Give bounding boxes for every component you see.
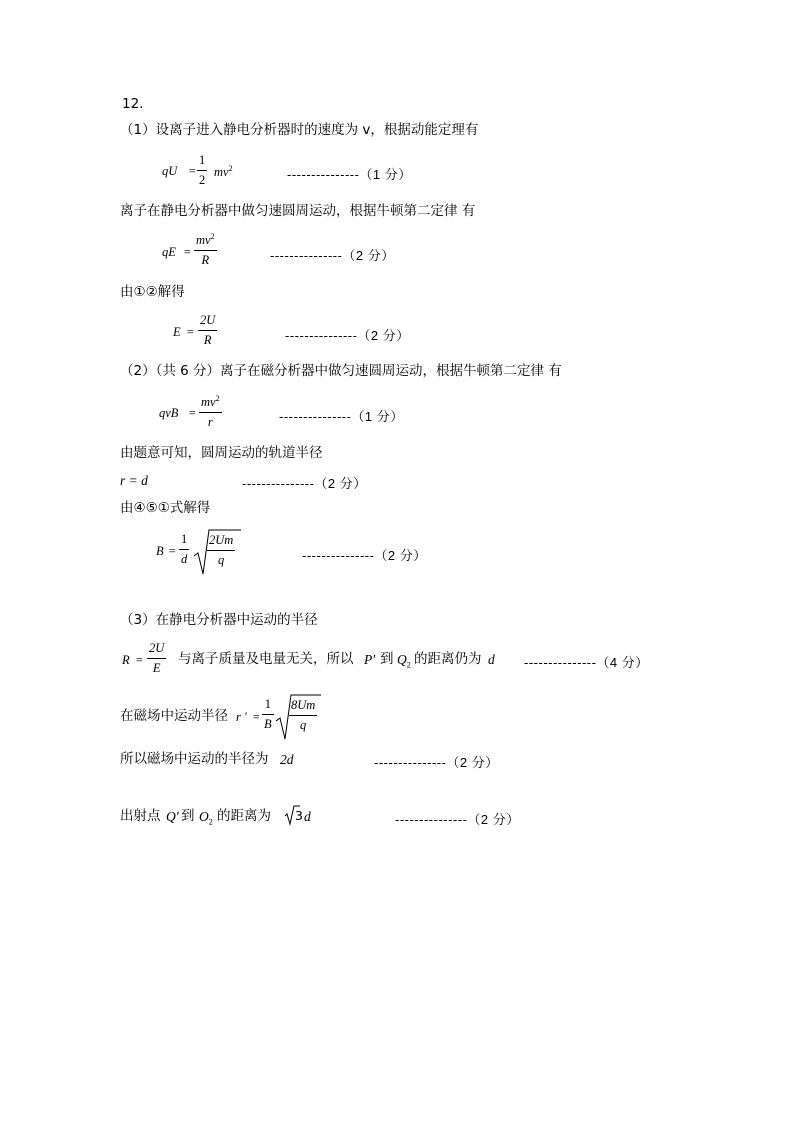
variable: 2d (280, 752, 294, 767)
root-fraction (207, 534, 235, 566)
text: 的距离仍为 (414, 651, 482, 667)
eq-sign: = (168, 544, 177, 558)
fraction-denominator: q (300, 717, 307, 732)
fraction-denominator: B (264, 716, 272, 731)
score-marker: ---------------（2 分） (302, 548, 427, 563)
score-marker: ---------------（1 分） (279, 409, 404, 424)
fraction-denominator: r (207, 414, 213, 429)
fraction-denominator: 2 (199, 172, 206, 187)
point-label: Q' (166, 809, 179, 824)
score-marker: ---------------（4 分） (524, 655, 649, 670)
eq-lhs: r ' (236, 710, 247, 724)
fraction-numerator: $mv^2$ (201, 394, 220, 410)
eq-sign: = (188, 164, 197, 178)
text: 与离子质量及电量无关，所以 (178, 651, 354, 667)
score-marker: ---------------（2 分） (395, 812, 520, 827)
score-marker: ---------------（2 分） (374, 755, 499, 770)
part2-intro: （2）（共 6 分）离子在磁分析器中做匀速圆周运动，根据牛顿第二定律 有 (120, 363, 562, 379)
eq-fraction (147, 642, 166, 674)
text: 所以磁场中运动的半径为 (120, 751, 269, 767)
point-label: $Q_2$ (397, 652, 411, 670)
text: 在磁场中运动半径 (120, 708, 228, 724)
fraction-numerator: 1 (199, 153, 206, 167)
eq-lhs: qvB (159, 406, 179, 420)
fraction-denominator: d (181, 551, 188, 566)
part1-line2: 离子在静电分析器中做匀速圆周运动，根据牛顿第二定律 有 (120, 203, 476, 219)
radicand: 3 (295, 808, 303, 823)
eq-fraction (262, 698, 274, 730)
text: 到 (181, 808, 195, 824)
score-marker: ---------------（2 分） (270, 248, 395, 263)
eq-fraction (197, 154, 207, 186)
problem-number: 12. (122, 96, 144, 112)
eq-fraction (199, 395, 222, 428)
eq-lhs: qU (162, 164, 178, 178)
fraction-denominator: R (201, 252, 210, 267)
part2-line2: 由题意可知，圆周运动的轨道半径 (120, 445, 323, 461)
fraction-numerator: 1 (264, 697, 271, 711)
eq-lhs: B (156, 544, 164, 558)
score-marker: ---------------（1 分） (287, 167, 412, 182)
eq-sign: = (252, 710, 261, 724)
eq-sign: = (183, 245, 192, 259)
eq-sign: = (186, 325, 195, 339)
text: 出射点 (120, 808, 161, 824)
fraction-numerator: $mv^2$ (196, 232, 215, 248)
eq-fraction (194, 233, 217, 266)
part1-intro: （1）设离子进入静电分析器时的速度为 v，根据动能定理有 (120, 122, 479, 138)
score-marker: ---------------（2 分） (242, 476, 367, 491)
eq-sign: = (135, 653, 144, 667)
text: 到 (380, 651, 394, 667)
eq-sign: = (188, 406, 197, 420)
fraction-numerator: 2Um (209, 533, 234, 547)
fraction-denominator: R (203, 332, 212, 347)
part1-line3: 由①②解得 (120, 284, 185, 300)
fraction-numerator: 2U (200, 313, 216, 327)
eq-fraction (198, 314, 217, 346)
root-fraction (289, 699, 317, 731)
score-marker: ---------------（2 分） (285, 328, 410, 343)
variable: d (304, 809, 311, 824)
fraction-numerator: 8Um (291, 698, 316, 712)
text: 的距离为 (217, 808, 271, 824)
eq-lhs: qE (162, 245, 176, 259)
fraction-denominator: E (152, 660, 161, 675)
eq-lhs: E (173, 325, 181, 339)
part2-equation-2: r = d (120, 473, 148, 488)
point-label: $O_2$ (199, 809, 213, 827)
fraction-numerator: 2U (149, 641, 165, 655)
part3-intro: （3）在静电分析器中运动的半径 (120, 612, 318, 628)
fraction-denominator: q (218, 552, 225, 567)
eq-rhs: $mv^2$ (214, 164, 233, 180)
part2-line3: 由④⑤①式解得 (120, 500, 211, 516)
eq-fraction (179, 533, 189, 565)
point-label: P' (364, 652, 376, 667)
variable: d (488, 652, 495, 667)
eq-lhs: R (122, 653, 130, 667)
fraction-numerator: 1 (181, 532, 188, 546)
